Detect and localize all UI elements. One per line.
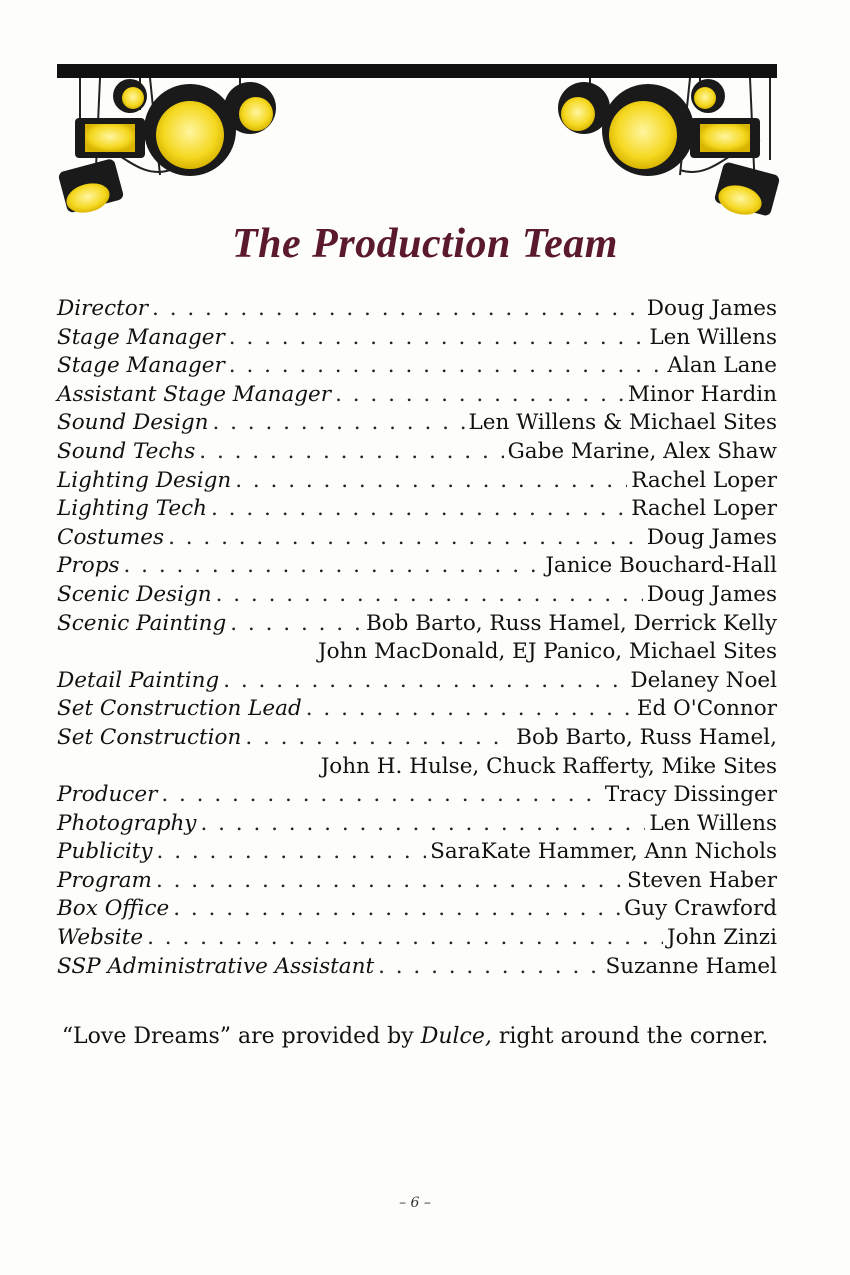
- spotlight-right-4: [691, 79, 725, 113]
- spotlight-left-2: [75, 118, 145, 158]
- credit-row: [57, 838, 777, 867]
- credit-row: [57, 352, 777, 381]
- credit-role: Assistant Stage Manager: [57, 381, 332, 407]
- credit-row: [57, 781, 777, 810]
- credit-row: [57, 581, 777, 610]
- credit-name: Delaney Noel: [630, 667, 777, 693]
- spotlight-right-1: [714, 161, 781, 219]
- spotlight-right-5: [558, 82, 610, 134]
- credit-row: [57, 810, 777, 839]
- dot-leader: [223, 667, 626, 696]
- credit-row: [57, 324, 777, 353]
- dot-leader: [123, 552, 541, 581]
- dot-leader: [147, 924, 663, 953]
- dot-leader: [200, 810, 645, 839]
- credit-row: [57, 409, 777, 438]
- credit-name: Doug James: [646, 524, 777, 550]
- stage-lights-illustration: [0, 0, 850, 240]
- credit-role: Costumes: [57, 524, 165, 550]
- credit-name: Bob Barto, Russ Hamel,: [516, 724, 777, 750]
- credit-role: Program: [57, 867, 152, 893]
- page-title: The Production Team: [232, 221, 618, 267]
- credit-role: Box Office: [57, 896, 170, 922]
- credit-role: Detail Painting: [57, 667, 220, 693]
- dot-leader: [168, 524, 643, 553]
- sponsor-note: [0, 1024, 830, 1049]
- sponsor-note-text-end: right around the corner.: [491, 1024, 769, 1049]
- credit-row: [57, 924, 777, 953]
- dot-leader: [378, 953, 601, 982]
- credit-role: Props: [57, 553, 120, 579]
- credit-name: John Zinzi: [667, 925, 777, 951]
- credit-row: [57, 552, 777, 581]
- credit-name: Steven Haber: [627, 867, 777, 893]
- credit-name-continued: John H. Hulse, Chuck Rafferty, Mike Sites: [320, 753, 777, 779]
- dot-leader: [229, 324, 646, 353]
- dot-leader: [152, 295, 643, 324]
- credit-role: Sound Techs: [57, 438, 196, 464]
- dot-leader: [161, 781, 601, 810]
- credit-name: Guy Crawford: [624, 896, 777, 922]
- spotlight-left-5: [224, 82, 276, 134]
- credit-role: Lighting Design: [57, 467, 232, 493]
- credit-name-continued: John MacDonald, EJ Panico, Michael Sites: [318, 639, 777, 665]
- credit-row: [57, 295, 777, 324]
- spotlight-left-4: [113, 79, 147, 113]
- spotlight-left-3: [144, 84, 236, 176]
- dot-leader: [199, 438, 503, 467]
- credit-name: SaraKate Hammer, Ann Nichols: [430, 839, 777, 865]
- credit-role: Photography: [57, 810, 197, 836]
- credit-name: Len Willens: [649, 324, 777, 350]
- credit-name: Minor Hardin: [627, 381, 777, 407]
- credit-row: [57, 724, 777, 753]
- credit-role: Producer: [57, 782, 158, 808]
- credit-role: Scenic Design: [57, 581, 212, 607]
- credit-role: Lighting Tech: [57, 496, 208, 522]
- credit-name: Bob Barto, Russ Hamel, Derrick Kelly: [365, 610, 777, 636]
- credit-role: Set Construction: [57, 724, 242, 750]
- credit-name: Doug James: [646, 296, 777, 321]
- spotlight-left-1: [58, 158, 125, 217]
- credit-row: [57, 867, 777, 896]
- credit-name: Gabe Marine, Alex Shaw: [507, 438, 777, 464]
- credit-name: Len Willens: [649, 810, 777, 836]
- credit-row: [57, 667, 777, 696]
- credit-name: Ed O'Connor: [636, 696, 777, 722]
- credit-name: Janice Bouchard-Hall: [545, 553, 777, 579]
- credit-name: Doug James: [646, 581, 777, 607]
- dot-leader: [335, 381, 624, 410]
- credit-role: Sound Design: [57, 410, 209, 436]
- credit-role: Stage Manager: [57, 353, 225, 379]
- credit-role: Publicity: [57, 839, 153, 865]
- dot-leader: [212, 409, 464, 438]
- credit-name: Suzanne Hamel: [605, 953, 777, 979]
- dot-leader: [230, 610, 362, 639]
- dot-leader: [173, 895, 620, 924]
- credit-row: [57, 495, 777, 524]
- credit-role: SSP Administrative Assistant: [57, 953, 375, 979]
- credit-row: [57, 381, 777, 410]
- credit-row: [57, 953, 777, 982]
- credit-role: Director: [57, 296, 149, 321]
- credit-role: Scenic Painting: [57, 610, 227, 636]
- dot-leader: [235, 467, 627, 496]
- credit-row: [57, 895, 777, 924]
- credit-row: [57, 467, 777, 496]
- credit-name: Rachel Loper: [631, 496, 777, 522]
- dot-leader: [211, 495, 627, 524]
- credit-name: Len Willens & Michael Sites: [468, 410, 777, 436]
- credit-row: [57, 610, 777, 639]
- lighting-truss: [57, 64, 777, 78]
- dot-leader: [229, 352, 664, 381]
- dot-leader: [156, 867, 623, 896]
- credit-role: Stage Manager: [57, 324, 225, 350]
- sponsor-name: Dulce,: [420, 1024, 492, 1049]
- spotlight-right-3: [602, 84, 694, 176]
- credit-name: Alan Lane: [667, 353, 777, 379]
- sponsor-note-text: “Love Dreams” are provided by: [61, 1024, 421, 1049]
- dot-leader: [157, 838, 427, 867]
- credit-name: Tracy Dissinger: [604, 782, 777, 808]
- dot-leader: [216, 581, 643, 610]
- credit-role: Website: [57, 925, 144, 951]
- credit-role: Set Construction Lead: [57, 696, 302, 722]
- dot-leader: [306, 695, 633, 724]
- page-number: – 6 –: [399, 1195, 431, 1211]
- credit-row: [57, 695, 777, 724]
- dot-leader: [245, 724, 512, 753]
- credits-list: [57, 295, 777, 981]
- credit-name: Rachel Loper: [631, 467, 777, 493]
- credit-row: [57, 438, 777, 467]
- credit-row: [57, 524, 777, 553]
- spotlight-right-2: [690, 118, 760, 158]
